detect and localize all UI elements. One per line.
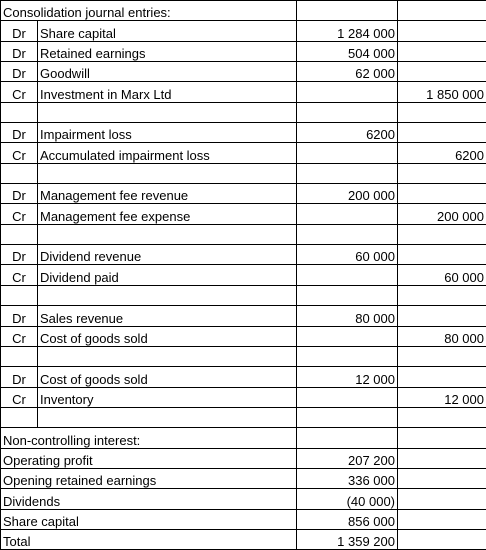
debit-cell[interactable]: 62 000	[297, 62, 398, 82]
account-cell[interactable]: Cost of goods sold	[38, 326, 297, 346]
debit-cell[interactable]	[297, 326, 398, 346]
drcr-cell[interactable]: Dr	[1, 41, 38, 61]
nci-heading[interactable]: Non-controlling interest:	[1, 428, 297, 448]
drcr-cell[interactable]: Dr	[1, 245, 38, 265]
nci-label-cell[interactable]: Operating profit	[1, 448, 297, 468]
drcr-cell[interactable]: Cr	[1, 387, 38, 407]
debit-cell[interactable]	[297, 387, 398, 407]
journal-row	[1, 306, 486, 326]
nci-label-cell[interactable]: Share capital	[1, 509, 297, 529]
account-cell[interactable]	[38, 163, 297, 183]
drcr-cell[interactable]: Dr	[1, 367, 38, 387]
journal-heading[interactable]: Consolidation journal entries:	[1, 1, 297, 21]
drcr-cell[interactable]: Dr	[1, 21, 38, 41]
drcr-cell[interactable]: Cr	[1, 204, 38, 224]
credit-cell[interactable]	[398, 102, 486, 122]
credit-cell[interactable]	[398, 367, 486, 387]
journal-row	[1, 163, 486, 183]
journal-row	[1, 387, 486, 407]
journal-row	[1, 123, 486, 143]
drcr-cell[interactable]	[1, 224, 38, 244]
account-cell[interactable]: Cost of goods sold	[38, 367, 297, 387]
credit-cell[interactable]: 200 000	[398, 204, 486, 224]
debit-cell[interactable]	[297, 102, 398, 122]
journal-row	[1, 204, 486, 224]
journal-row	[1, 184, 486, 204]
debit-cell[interactable]	[297, 265, 398, 285]
journal-row	[1, 62, 486, 82]
nci-label-cell[interactable]: Opening retained earnings	[1, 468, 297, 488]
debit-cell[interactable]	[297, 224, 398, 244]
account-cell[interactable]: Retained earnings	[38, 41, 297, 61]
nci-label-cell[interactable]: Total	[1, 529, 297, 549]
credit-cell[interactable]	[398, 407, 486, 427]
journal-row	[1, 245, 486, 265]
worksheet-body	[1, 1, 486, 550]
drcr-cell[interactable]: Dr	[1, 184, 38, 204]
nci-row	[1, 448, 486, 468]
drcr-cell[interactable]	[1, 163, 38, 183]
debit-cell[interactable]	[297, 204, 398, 224]
journal-row	[1, 367, 486, 387]
account-cell[interactable]: Impairment loss	[38, 123, 297, 143]
account-cell[interactable]: Goodwill	[38, 62, 297, 82]
account-cell[interactable]	[38, 102, 297, 122]
debit-cell[interactable]	[297, 82, 398, 102]
credit-cell[interactable]	[398, 306, 486, 326]
debit-cell[interactable]: 200 000	[297, 184, 398, 204]
journal-row	[1, 82, 486, 102]
account-cell[interactable]: Management fee expense	[38, 204, 297, 224]
journal-row	[1, 285, 486, 305]
debit-cell[interactable]	[297, 143, 398, 163]
debit-cell[interactable]	[297, 407, 398, 427]
debit-cell[interactable]: 6200	[297, 123, 398, 143]
credit-cell[interactable]	[398, 224, 486, 244]
credit-cell[interactable]	[398, 509, 486, 529]
debit-cell[interactable]: 80 000	[297, 306, 398, 326]
debit-cell[interactable]: 1 284 000	[297, 21, 398, 41]
drcr-cell[interactable]	[1, 285, 38, 305]
drcr-cell[interactable]: Cr	[1, 326, 38, 346]
credit-cell[interactable]	[398, 1, 486, 21]
account-cell[interactable]: Management fee revenue	[38, 184, 297, 204]
drcr-cell[interactable]	[1, 407, 38, 427]
account-cell[interactable]: Share capital	[38, 21, 297, 41]
account-cell[interactable]	[38, 346, 297, 366]
journal-row	[1, 102, 486, 122]
credit-cell[interactable]	[398, 41, 486, 61]
drcr-cell[interactable]: Dr	[1, 62, 38, 82]
debit-cell[interactable]: 12 000	[297, 367, 398, 387]
debit-cell[interactable]	[297, 346, 398, 366]
credit-cell[interactable]	[398, 448, 486, 468]
nci-heading-row	[1, 428, 486, 448]
journal-row	[1, 41, 486, 61]
nci-amount-cell[interactable]: 1 359 200	[297, 529, 398, 549]
journal-row	[1, 21, 486, 41]
credit-cell[interactable]	[398, 428, 486, 448]
account-cell[interactable]: Dividend revenue	[38, 245, 297, 265]
account-cell[interactable]: Accumulated impairment loss	[38, 143, 297, 163]
credit-cell[interactable]: 60 000	[398, 265, 486, 285]
drcr-cell[interactable]: Dr	[1, 306, 38, 326]
credit-cell[interactable]	[398, 285, 486, 305]
nci-row	[1, 468, 486, 488]
nci-label-cell[interactable]: Dividends	[1, 489, 297, 509]
credit-cell[interactable]	[398, 123, 486, 143]
journal-row	[1, 346, 486, 366]
credit-cell[interactable]	[398, 489, 486, 509]
journal-row	[1, 407, 486, 427]
account-cell[interactable]	[38, 407, 297, 427]
credit-cell[interactable]	[398, 529, 486, 549]
credit-cell[interactable]	[398, 346, 486, 366]
debit-cell[interactable]	[297, 428, 398, 448]
nci-row	[1, 529, 486, 549]
drcr-cell[interactable]	[1, 346, 38, 366]
drcr-cell[interactable]: Dr	[1, 123, 38, 143]
credit-cell[interactable]: 12 000	[398, 387, 486, 407]
account-cell[interactable]	[38, 224, 297, 244]
account-cell[interactable]: Dividend paid	[38, 265, 297, 285]
journal-heading-row	[1, 1, 486, 21]
credit-cell[interactable]: 6200	[398, 143, 486, 163]
credit-cell[interactable]	[398, 184, 486, 204]
journal-row	[1, 326, 486, 346]
journal-row	[1, 265, 486, 285]
credit-cell[interactable]: 1 850 000	[398, 82, 486, 102]
nci-amount-cell[interactable]: 336 000	[297, 468, 398, 488]
account-cell[interactable]: Investment in Marx Ltd	[38, 82, 297, 102]
journal-row	[1, 143, 486, 163]
account-cell[interactable]	[38, 285, 297, 305]
account-cell[interactable]: Sales revenue	[38, 306, 297, 326]
drcr-cell[interactable]: Cr	[1, 82, 38, 102]
credit-cell[interactable]	[398, 468, 486, 488]
nci-row	[1, 489, 486, 509]
nci-amount-cell[interactable]: (40 000)	[297, 489, 398, 509]
debit-cell[interactable]	[297, 1, 398, 21]
credit-cell[interactable]: 80 000	[398, 326, 486, 346]
account-cell[interactable]: Inventory	[38, 387, 297, 407]
credit-cell[interactable]	[398, 21, 486, 41]
debit-cell[interactable]	[297, 285, 398, 305]
debit-cell[interactable]: 60 000	[297, 245, 398, 265]
drcr-cell[interactable]: Cr	[1, 143, 38, 163]
credit-cell[interactable]	[398, 163, 486, 183]
journal-row	[1, 224, 486, 244]
nci-row	[1, 509, 486, 529]
drcr-cell[interactable]: Cr	[1, 265, 38, 285]
debit-cell[interactable]	[297, 163, 398, 183]
debit-cell[interactable]: 504 000	[297, 41, 398, 61]
credit-cell[interactable]	[398, 62, 486, 82]
nci-amount-cell[interactable]: 856 000	[297, 509, 398, 529]
nci-amount-cell[interactable]: 207 200	[297, 448, 398, 468]
credit-cell[interactable]	[398, 245, 486, 265]
drcr-cell[interactable]	[1, 102, 38, 122]
